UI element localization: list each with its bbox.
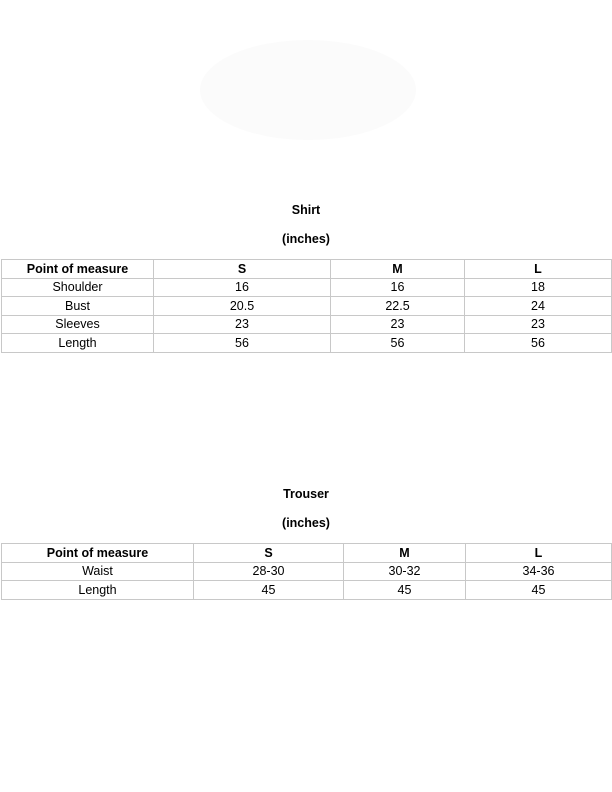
size-m-cell: 56: [331, 334, 465, 353]
column-header-point-of-measure: Point of measure: [2, 260, 154, 279]
shirt-size-table: [1, 259, 612, 353]
size-l-cell: 34-36: [466, 562, 612, 581]
measure-name-cell: Shoulder: [2, 278, 154, 297]
size-m-cell: 45: [344, 581, 466, 600]
size-l-cell: 56: [465, 334, 612, 353]
measure-name-cell: Sleeves: [2, 315, 154, 334]
column-header-l: L: [465, 260, 612, 279]
table-row: [2, 297, 612, 316]
size-s-cell: 16: [154, 278, 331, 297]
size-l-cell: 24: [465, 297, 612, 316]
table-row: [2, 562, 612, 581]
size-m-cell: 23: [331, 315, 465, 334]
size-m-cell: 30-32: [344, 562, 466, 581]
size-s-cell: 45: [194, 581, 344, 600]
size-s-cell: 20.5: [154, 297, 331, 316]
column-header-l: L: [466, 544, 612, 563]
size-l-cell: 23: [465, 315, 612, 334]
measure-name-cell: Length: [2, 581, 194, 600]
column-header-s: S: [194, 544, 344, 563]
table-header-row: [2, 544, 612, 563]
size-s-cell: 56: [154, 334, 331, 353]
trouser-unit-label: (inches): [282, 516, 330, 530]
table-row: [2, 278, 612, 297]
trouser-size-table: [1, 543, 612, 600]
table-header-row: [2, 260, 612, 279]
faded-logo-area: [200, 40, 416, 140]
table-row: [2, 315, 612, 334]
measure-name-cell: Length: [2, 334, 154, 353]
size-s-cell: 28-30: [194, 562, 344, 581]
column-header-s: S: [154, 260, 331, 279]
table-row: [2, 334, 612, 353]
size-l-cell: 45: [466, 581, 612, 600]
size-l-cell: 18: [465, 278, 612, 297]
measure-name-cell: Waist: [2, 562, 194, 581]
table-row: [2, 581, 612, 600]
measure-name-cell: Bust: [2, 297, 154, 316]
trouser-title: Trouser: [283, 487, 329, 501]
size-s-cell: 23: [154, 315, 331, 334]
column-header-point-of-measure: Point of measure: [2, 544, 194, 563]
size-m-cell: 16: [331, 278, 465, 297]
size-m-cell: 22.5: [331, 297, 465, 316]
shirt-unit-label: (inches): [282, 232, 330, 246]
column-header-m: M: [344, 544, 466, 563]
shirt-title: Shirt: [291, 203, 321, 217]
column-header-m: M: [331, 260, 465, 279]
